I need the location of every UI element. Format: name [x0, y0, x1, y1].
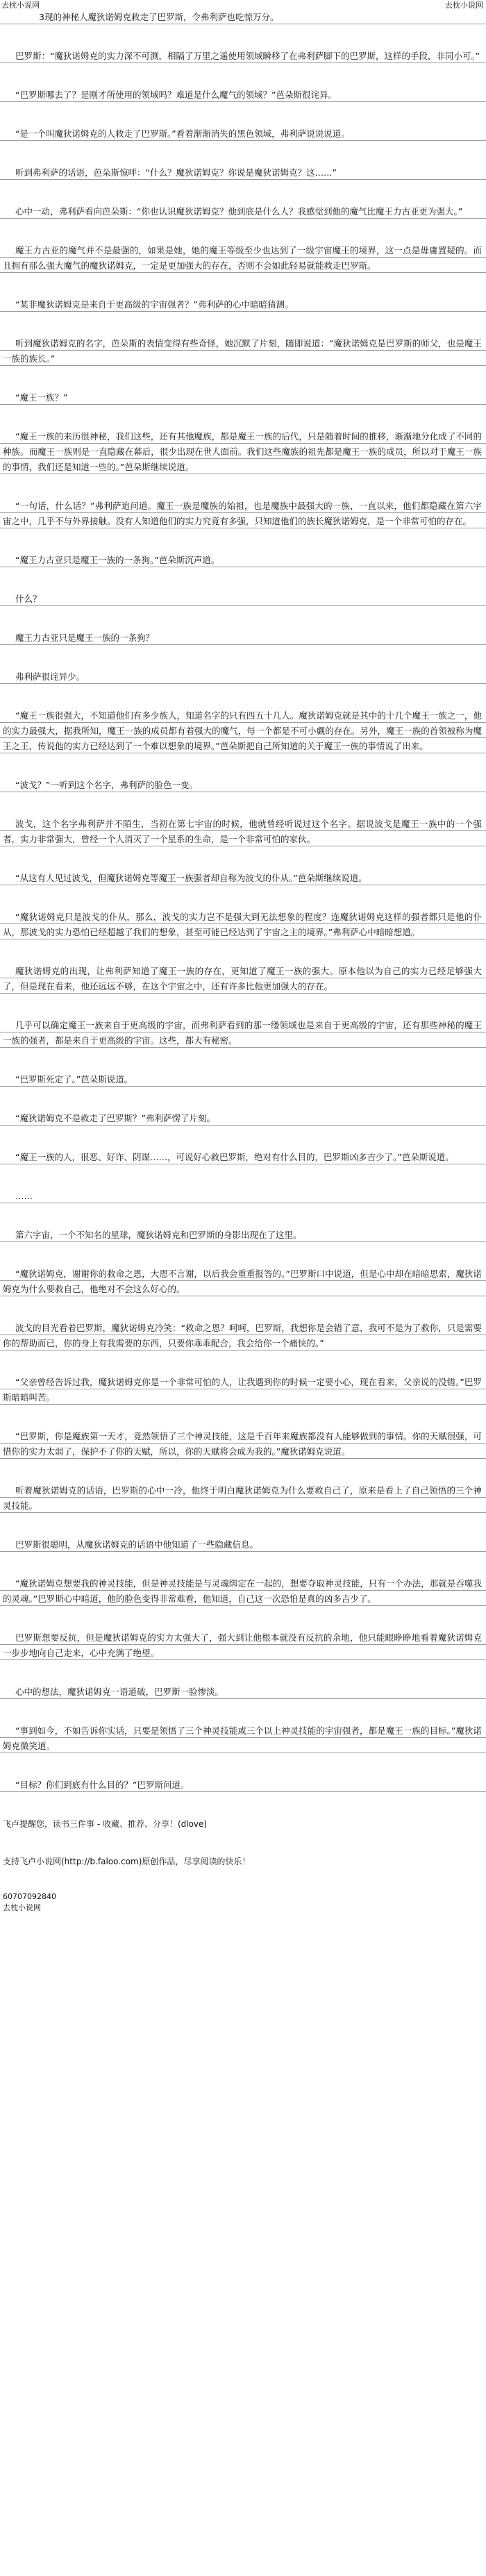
- footer-site-name: 去枕小说网: [3, 1903, 41, 1912]
- paragraph: 魔王力古亚的魔气并不是最强的，如果是她，她的魔王等级至少也达到了一级宇宙魔王的境界，这一点是毋庸置疑的。而且拥有那么强大魔气的魔狄诺姆克，一定是更加强大的存在，否则不会如此轻易就能救走巴罗斯。: [0, 243, 486, 274]
- footer-code: 60707092840: [3, 1892, 56, 1901]
- paragraph: “从这有人见过波戈，但魔狄诺姆克等魔王一族强者却自称为波戈的仆从。”芭朵斯继续说道。: [0, 871, 486, 886]
- paragraph: “魔王一族？”: [0, 390, 486, 405]
- paragraph: 几乎可以确定魔王一族来自于更高级的宇宙，而弗利萨看到的那一缕领域也是来自于更高级的宇宙，还有那些神秘的魔王一族的强者，都是来自于更高级的宇宙。这些，都大有秘密。: [0, 1018, 486, 1048]
- paragraph: “魔王一族的来历很神秘，我们这些，还有其他魔族，都是魔王一族的后代，只是随着时间的推移，渐渐地分化成了不同的种族。而魔王一族则是一直隐藏在幕后，很少出现在世人面前。我们这些魔族的祖先都是魔王一族的成员，所以对于魔王一族的事情，我们还是知道一些的。”芭朵斯继续说道。: [0, 429, 486, 475]
- paragraph: 听到魔狄诺姆克的名字，芭朵斯的表情变得有些奇怪，她沉默了片刻，随即说道：“魔狄诺姆克是巴罗斯的师父，也是魔王一族的族长。”: [0, 336, 486, 367]
- paragraph: 心中一动，弗利萨看向芭朵斯：“你也认识魔狄诺姆克？他到底是什么人？我感觉到他的魔气比魔王力古亚更为强大。”: [0, 204, 486, 219]
- paragraph: “魔狄诺姆克只是波戈的仆从，那么，波戈的实力岂不是强大到无法想象的程度？连魔狄诺姆克这样的强者都只是他的仆从，那波戈的实力恐怕已经超越了我们的想象，甚至可能已经达到了宇宙之主的境界。”弗利萨心中暗暗想道。: [0, 910, 486, 940]
- paragraph: “父亲曾经告诉过我，魔狄诺姆克你是一个非常可怕的人，让我遇到你的时候一定要小心，现在看来，父亲说的没错。”巴罗斯暗暗叫苦。: [0, 1375, 486, 1405]
- paragraph: “魔王力古亚只是魔王一族的一条狗。”芭朵斯沉声道。: [0, 553, 486, 568]
- paragraph: 第六宇宙，一个不知名的星球，魔狄诺姆克和巴罗斯的身影出现在了这里。: [0, 1228, 486, 1243]
- paragraph: “一句话，什么话？”弗利萨追问道。魔王一族是魔族的始祖，也是魔族中最强大的一族，一直以来，他们都隐藏在第六宇宙之中，几乎不与外界接触。没有人知道他们的实力究竟有多强，只知道他们的族长魔狄诺姆克，是一个非常可怕的存在。: [0, 499, 486, 529]
- paragraph: 魔狄诺姆克的出现，让弗利萨知道了魔王一族的存在，更知道了魔王一族的强大。原本他以为自己的实力已经足够强大了，但是现在看来，他还远远不够，在这个宇宙之中，还有许多比他更加强大的存在。: [0, 964, 486, 994]
- paragraph: “波戈？”一听到这个名字，弗利萨的脸色一变。: [0, 778, 486, 793]
- paragraph: 心中的想法，魔狄诺姆克一语道破，巴罗斯一脸惨淡。: [0, 1684, 486, 1700]
- paragraph: 波戈的目光看着巴罗斯，魔狄诺姆克冷笑：“救命之恩？呵呵，巴罗斯，我想你是会错了意，我可不是为了救你，只是需要你的帮助而已，你的身上有我需要的东西，只要你乖乖配合，我会给你一个痛快的。”: [0, 1321, 486, 1351]
- paragraph: “巴罗斯哪去了？是刚才所使用的领域吗？难道是什么魔气的领域？”芭朵斯很诧异。: [0, 87, 486, 103]
- paragraph: 魔王力古亚只是魔王一族的一条狗？: [0, 630, 486, 646]
- paragraph: 巴罗斯：“魔狄诺姆克的实力深不可测，相隔了万里之遥使用领域瞬移了在弗利萨脚下的巴罗斯，这样的手段，非同小可。”: [0, 49, 486, 64]
- paragraph: ……: [0, 1189, 486, 1204]
- paragraph: “目标？你们到底有什么目的？”巴罗斯问道。: [0, 1778, 486, 1793]
- paragraph: “魔王一族的人，很恶、好诈、阴谋……，可说好心救巴罗斯，绝对有什么目的，巴罗斯凶多吉少了。”芭朵斯说道。: [0, 1150, 486, 1165]
- reading-tip: 飞卢提醒您，读书三件事 - 收藏、推荐、分享！(dlove): [3, 1819, 208, 1829]
- paragraph: “某非魔狄诺姆克是来自于更高级的宇宙强者？”弗利萨的心中暗暗猜测。: [0, 297, 486, 312]
- site-name-left: 去枕小说网: [1, 1, 40, 10]
- paragraph: 什么？: [0, 592, 486, 607]
- paragraph: “事到如今，不如告诉你实话，只要是领悟了三个神灵技能或三个以上神灵技能的宇宙强者，都是魔王一族的目标。”魔狄诺姆克微笑道。: [0, 1723, 486, 1754]
- paragraph: “巴罗斯，你是魔族第一天才，竟然领悟了三个神灵技能，这是千百年来魔族都没有人能够做到的事情。你的天赋很强，可惜你的实力太弱了，保护不了你的天赋，所以，你的天赋将会成为我的。”魔狄诺姆克说道。: [0, 1429, 486, 1460]
- paragraph: “魔狄诺姆克，谢谢你的救命之恩，大恩不言谢，以后我会重重报答的。”巴罗斯口中说道，但是心中却在暗暗思索，魔狄诺姆克为什么要救自己，他绝对不会这么好心的。: [0, 1266, 486, 1297]
- paragraph: “是一个叫魔狄诺姆克的人救走了巴罗斯。”看着渐渐消失的黑色领域，弗利萨说说说道。: [0, 126, 486, 142]
- paragraph: “魔狄诺姆克不是救走了巴罗斯？”弗利萨愣了片刻。: [0, 1111, 486, 1126]
- paragraph: 弗利萨很诧异少。: [0, 669, 486, 685]
- paragraph: 听着魔狄诺姆克的话语，巴罗斯的心中一冷，他终于明白魔狄诺姆克为什么要救自己了，原来是看上了自己领悟的三个神灵技能。: [0, 1483, 486, 1514]
- paragraph: “魔王一族很强大，不知道他们有多少族人，知道名字的只有四五十几人。魔狄诺姆克就是其中的十几个魔王一族之一，他的实力最强大，据我所知，魔王一族的成员都有着强大的魔气，每一个都是不可小觑的存在。另外，魔王一族的首领被称为魔王之王，传说他的实力已经达到了一个难以想象的境界。”芭朵斯把自己所知道的关于魔王一族的事情说了出来。: [0, 708, 486, 754]
- paragraph: 波戈，这个名字弗利萨并不陌生，当初在第七宇宙的时候，他就曾经听说过这个名字。据说波戈是魔王一族中的一个强者，实力非常强大，曾经一个人消灭了一个星系的生命，是一个非常可怕的家伙。: [0, 817, 486, 847]
- paragraph: 巴罗斯想要反抗，但是魔狄诺姆克的实力太强大了，强大到让他根本就没有反抗的余地，他只能眼睁睁地看着魔狄诺姆克一步步地向自己走来，心中充满了绝望。: [0, 1630, 486, 1661]
- paragraph: 3现的神秘人魔狄诺姆克救走了巴罗斯，令弗利萨也吃惊万分。: [0, 10, 486, 25]
- chapter-content: [0, 10, 486, 1914]
- site-name-right: 去枕小说网: [445, 1, 483, 10]
- paragraph: 巴罗斯很聪明，从魔狄诺姆克的话语中他知道了一些隐藏信息。: [0, 1537, 486, 1553]
- paragraph: “魔狄诺姆克想要我的神灵技能，但是神灵技能是与灵魂绑定在一起的，想要夺取神灵技能，只有一个办法，那就是吞噬我的灵魂。”巴罗斯心中暗道，他的脸色变得非常难看，他知道，自己这一次恐怕是真的凶多吉少了。: [0, 1576, 486, 1607]
- paragraph: “巴罗斯死定了。”芭朵斯说道。: [0, 1072, 486, 1087]
- paragraph: 听到弗利萨的话语，芭朵斯惊呼：“什么？魔狄诺姆克？你说是魔狄诺姆克？这……”: [0, 165, 486, 181]
- site-support-notice: 支持飞卢小说网(http://b.faloo.com)原创作品，尽享阅读的快乐！: [3, 1857, 251, 1866]
